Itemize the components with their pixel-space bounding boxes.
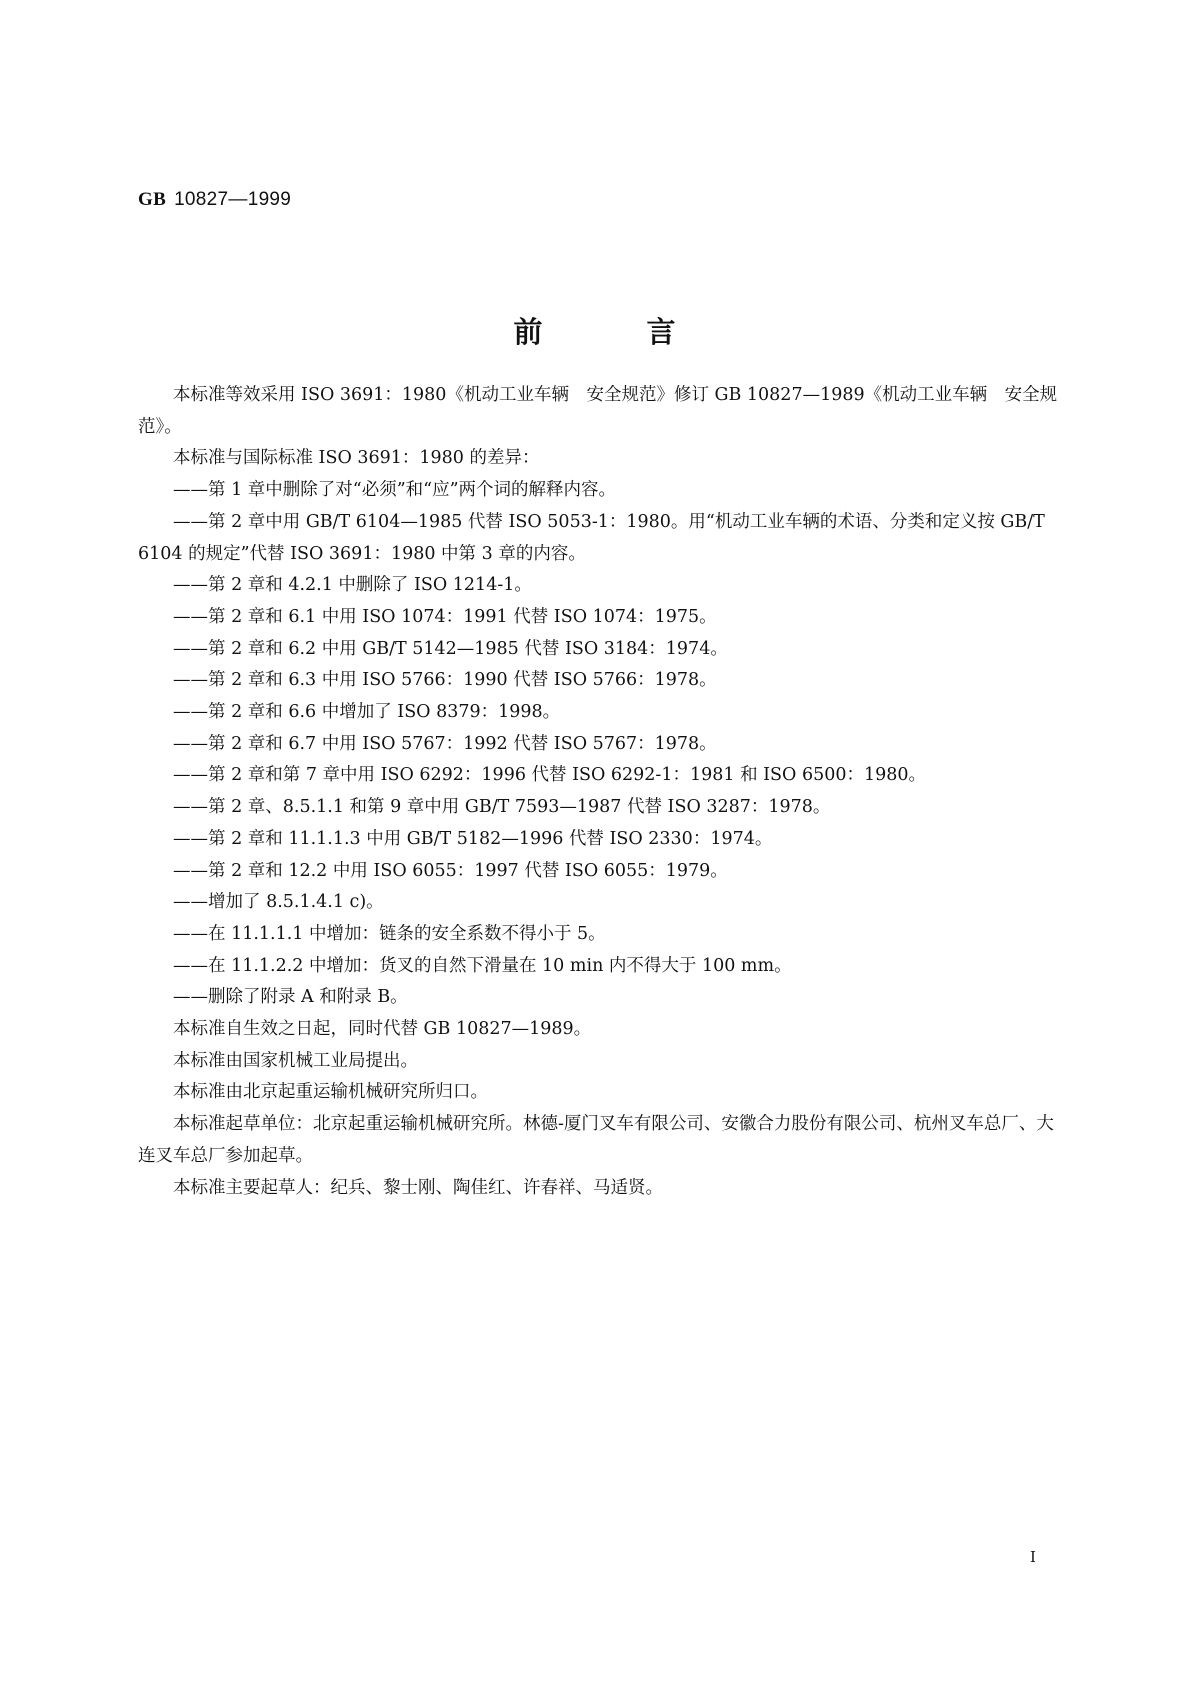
difference-item: ——第 2 章和 6.1 中用 ISO 1074：1991 代替 ISO 1074：1975。 <box>173 606 717 627</box>
difference-item: ——第 2 章和 6.2 中用 GB/T 5142—1985 代替 ISO 3184：1974。 <box>173 638 728 659</box>
standard-number: 10827—1999 <box>174 189 292 210</box>
difference-item: ——第 2 章和 6.3 中用 ISO 5766：1990 代替 ISO 5766：1978。 <box>173 670 717 691</box>
paragraph-differences-intro: 本标准与国际标准 ISO 3691：1980 的差异： <box>173 448 540 469</box>
page-number: I <box>1030 1548 1036 1566</box>
difference-item: ——在 11.1.1.1 中增加：链条的安全系数不得小于 5。 <box>173 923 606 944</box>
difference-item: ——第 2 章和 4.2.1 中删除了 ISO 1214-1。 <box>173 575 532 596</box>
standard-prefix: GB <box>138 189 167 210</box>
difference-item: ——第 2 章和 6.7 中用 ISO 5767：1992 代替 ISO 5767：1978。 <box>173 733 717 754</box>
standard-number-header <box>138 188 291 211</box>
paragraph-drafting-units: 本标准起草单位：北京起重运输机械研究所。林德-厦门叉车有限公司、安徽合力股份有限公司、杭州叉车总厂、大连叉车总厂参加起草。 <box>138 1114 1054 1166</box>
difference-item: ——第 2 章和 11.1.1.3 中用 GB/T 5182—1996 代替 ISO 2330：1974。 <box>173 828 773 849</box>
difference-item: ——第 2 章和第 7 章中用 ISO 6292：1996 代替 ISO 6292-1：1981 和 ISO 6500：1980。 <box>173 765 927 786</box>
difference-item: ——增加了 8.5.1.4.1 c)。 <box>173 892 384 913</box>
paragraph-administrator: 本标准由北京起重运输机械研究所归口。 <box>173 1082 488 1103</box>
paragraph-replacement: 本标准自生效之日起，同时代替 GB 10827—1989。 <box>173 1019 592 1040</box>
title-char-right: 言 <box>646 315 678 349</box>
foreword-body <box>138 380 1058 1204</box>
difference-item: ——在 11.1.2.2 中增加：货叉的自然下滑量在 10 min 内不得大于 100 mm。 <box>173 955 792 976</box>
paragraph-proposer: 本标准由国家机械工业局提出。 <box>173 1050 418 1071</box>
difference-item: ——第 1 章中删除了对“必须”和“应”两个词的解释内容。 <box>173 480 617 501</box>
difference-item: ——第 2 章和 6.6 中增加了 ISO 8379：1998。 <box>173 702 561 723</box>
difference-item: ——删除了附录 A 和附录 B。 <box>173 987 408 1008</box>
difference-item: ——第 2 章中用 GB/T 6104—1985 代替 ISO 5053-1：1980。用“机动工业车辆的术语、分类和定义按 GB/T 6104 的规定”代替 ISO 3691：1980 中第 3 章的内容。 <box>138 511 1045 564</box>
title-char-left: 前 <box>513 315 545 349</box>
paragraph-drafters: 本标准主要起草人：纪兵、黎士刚、陶佳红、许春祥、马适贤。 <box>173 1177 663 1198</box>
page-title <box>0 310 1191 351</box>
paragraph-adoption: 本标准等效采用 ISO 3691：1980《机动工业车辆 安全规范》修订 GB 10827—1989《机动工业车辆 安全规范》。 <box>138 385 1058 437</box>
difference-item: ——第 2 章和 12.2 中用 ISO 6055：1997 代替 ISO 6055：1979。 <box>173 860 728 881</box>
difference-item: ——第 2 章、8.5.1.1 和第 9 章中用 GB/T 7593—1987 代替 ISO 3287：1978。 <box>173 797 831 818</box>
